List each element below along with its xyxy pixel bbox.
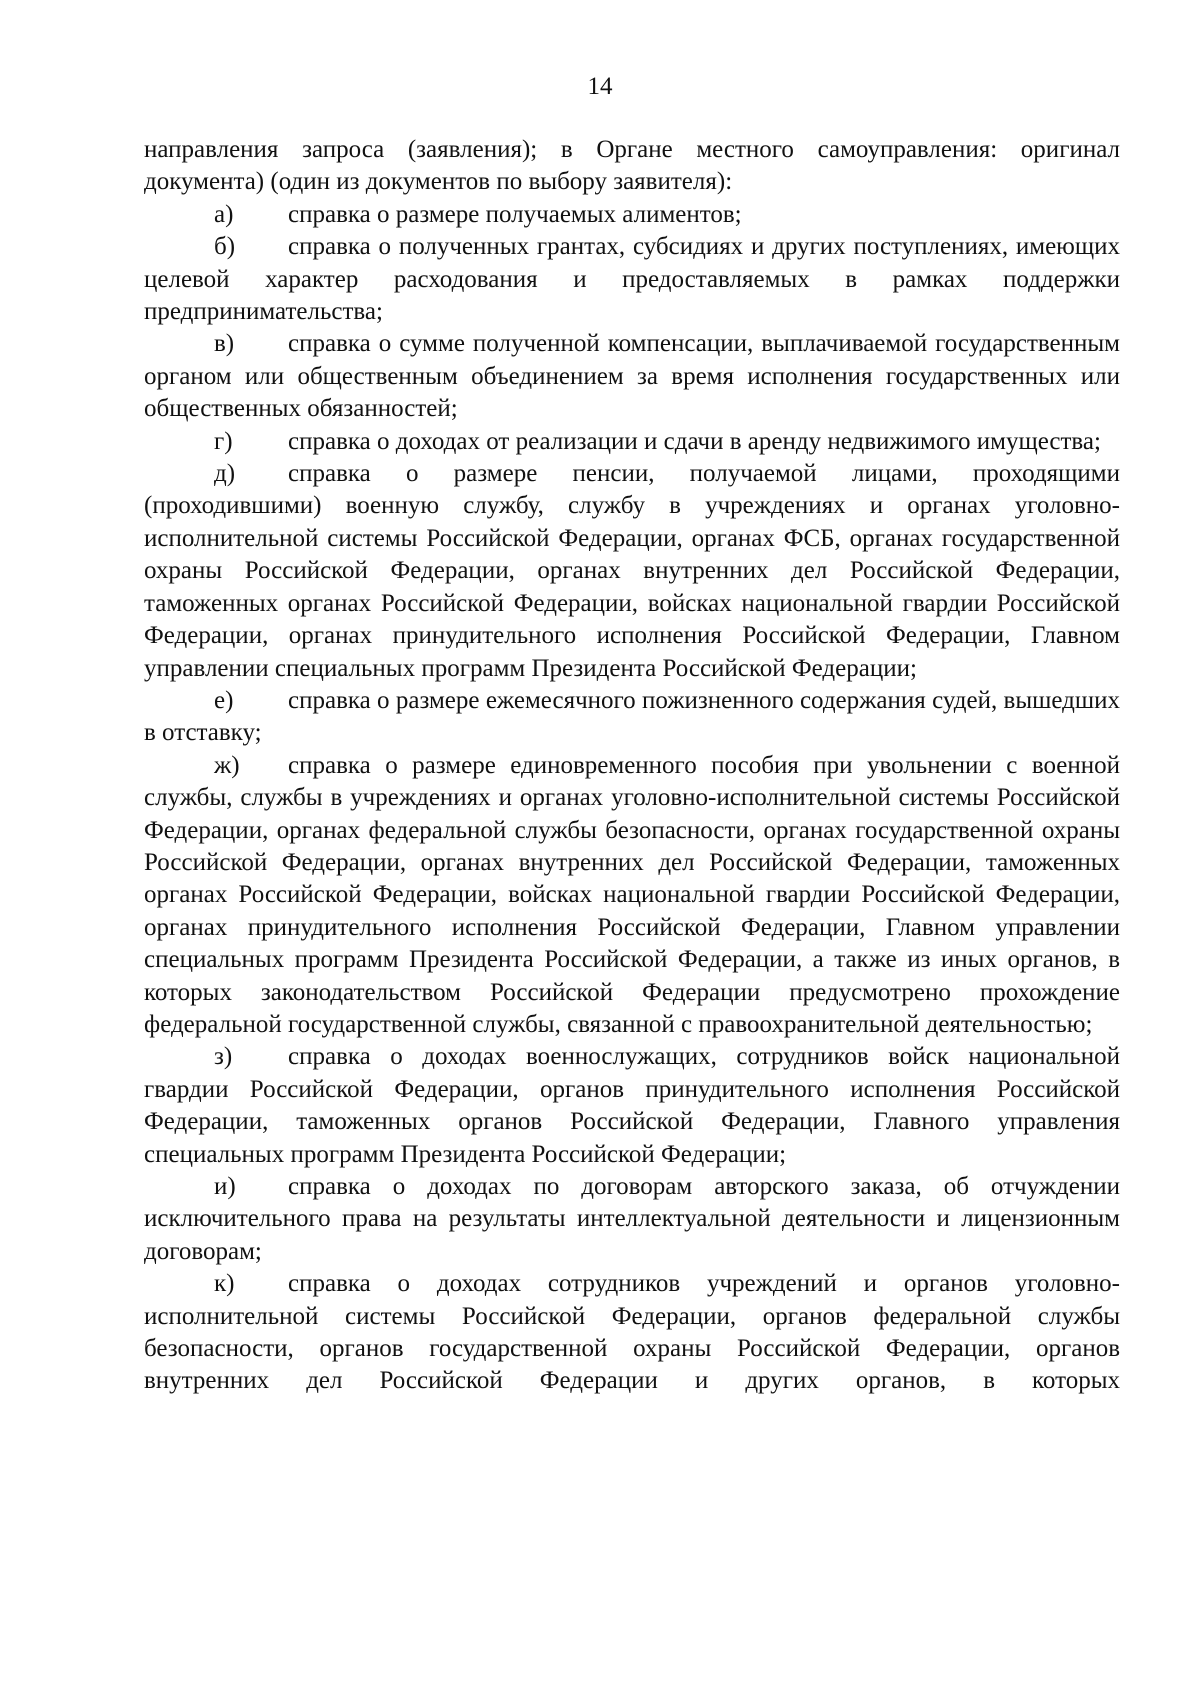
- list-item-text: справка о размере единовременного пособия при увольнении с военной службы, службы в учреждениях и органах уголовно-исполнительной системы Российской Федерации, органах федеральной службы безопасности, органах государственной охраны Российской Федерации, органах внутренних дел Российской Федерации, таможенных органах Российской Федерации, войсках национальной гвардии Российской Федерации, органах принудительного исполнения Российской Федерации, Главном управлении специальных программ Президента Российской Федерации, а также из иных органов, в которых законодательством Российской Федерации предусмотрено прохождение федеральной государственной службы, связанной с правоохранительной деятельностью;: [144, 751, 1120, 1038]
- list-marker: з): [214, 1043, 233, 1071]
- list-marker: к): [214, 1270, 235, 1298]
- list-marker: е): [214, 686, 234, 714]
- list-item-zh: [144, 750, 1120, 1042]
- list-item-k: [144, 1268, 1120, 1398]
- list-item-e: [144, 685, 1120, 750]
- list-marker: и): [214, 1173, 236, 1200]
- list-item-a: [144, 199, 1120, 231]
- list-item-text: справка о сумме полученной компенсации, выплачиваемой государственным органом или общественным объединением за время исполнения государственных или общественных обязанностей;: [144, 330, 1120, 423]
- list-item-b: [144, 231, 1120, 328]
- list-marker: а): [214, 200, 234, 228]
- list-item-text: справка о полученных грантах, субсидиях и других поступлениях, имеющих целевой характер расходования и предоставляемых в рамках поддержки предпринимательства;: [144, 233, 1120, 326]
- list-marker: б): [214, 233, 236, 261]
- list-item-g: [144, 426, 1120, 458]
- list-item-text: справка о размере получаемых алиментов;: [288, 200, 742, 228]
- list-item-v: [144, 328, 1120, 425]
- list-item-text: справка о размере пенсии, получаемой лицами, проходящими (проходившими) военную службу, службу в учреждениях и органах уголовно-исполнительной системы Российской Федерации, органах ФСБ, органах государственной охраны Российской Федерации, органах внутренних дел Российской Федерации, таможенных органах Российской Федерации, войсках национальной гвардии Российской Федерации, органах принудительного исполнения Российской Федерации, Главном управлении специальных программ Президента Российской Федерации;: [144, 460, 1120, 682]
- list-item-text: справка о доходах по договорам авторского заказа, об отчуждении исключительного права на результаты интеллектуальной деятельности и лицензионным договорам;: [144, 1173, 1120, 1265]
- list-item-text: справка о доходах сотрудников учреждений и органов уголовно-исполнительной системы Российской Федерации, органов федеральной службы безопасности, органов государственной охраны Российской Федерации, органов внутренних дел Российской Федерации и других органов, в которых: [144, 1270, 1120, 1395]
- list-item-text: справка о размере ежемесячного пожизненного содержания судей, вышедших в отставку;: [144, 686, 1120, 747]
- list-marker: г): [214, 427, 233, 455]
- document-body: [144, 134, 1120, 1398]
- list-item-text: справка о доходах военнослужащих, сотрудников войск национальной гвардии Российской Федерации, органов принудительного исполнения Российской Федерации, таможенных органов Российской Федерации, Главного управления специальных программ Президента Российской Федерации;: [144, 1043, 1120, 1168]
- intro-paragraph: направления запроса (заявления); в Органе местного самоуправления: оригинал документа) (один из документов по выбору заявителя):: [144, 136, 1120, 196]
- list-marker: в): [214, 330, 235, 358]
- page-number: 14: [587, 73, 613, 100]
- list-item-text: справка о доходах от реализации и сдачи в аренду недвижимого имущества;: [288, 427, 1101, 455]
- list-marker: ж): [214, 751, 240, 779]
- list-item-d: [144, 458, 1120, 685]
- list-item-z: [144, 1041, 1120, 1171]
- list-marker: д): [214, 460, 236, 488]
- list-item-i: [144, 1171, 1120, 1268]
